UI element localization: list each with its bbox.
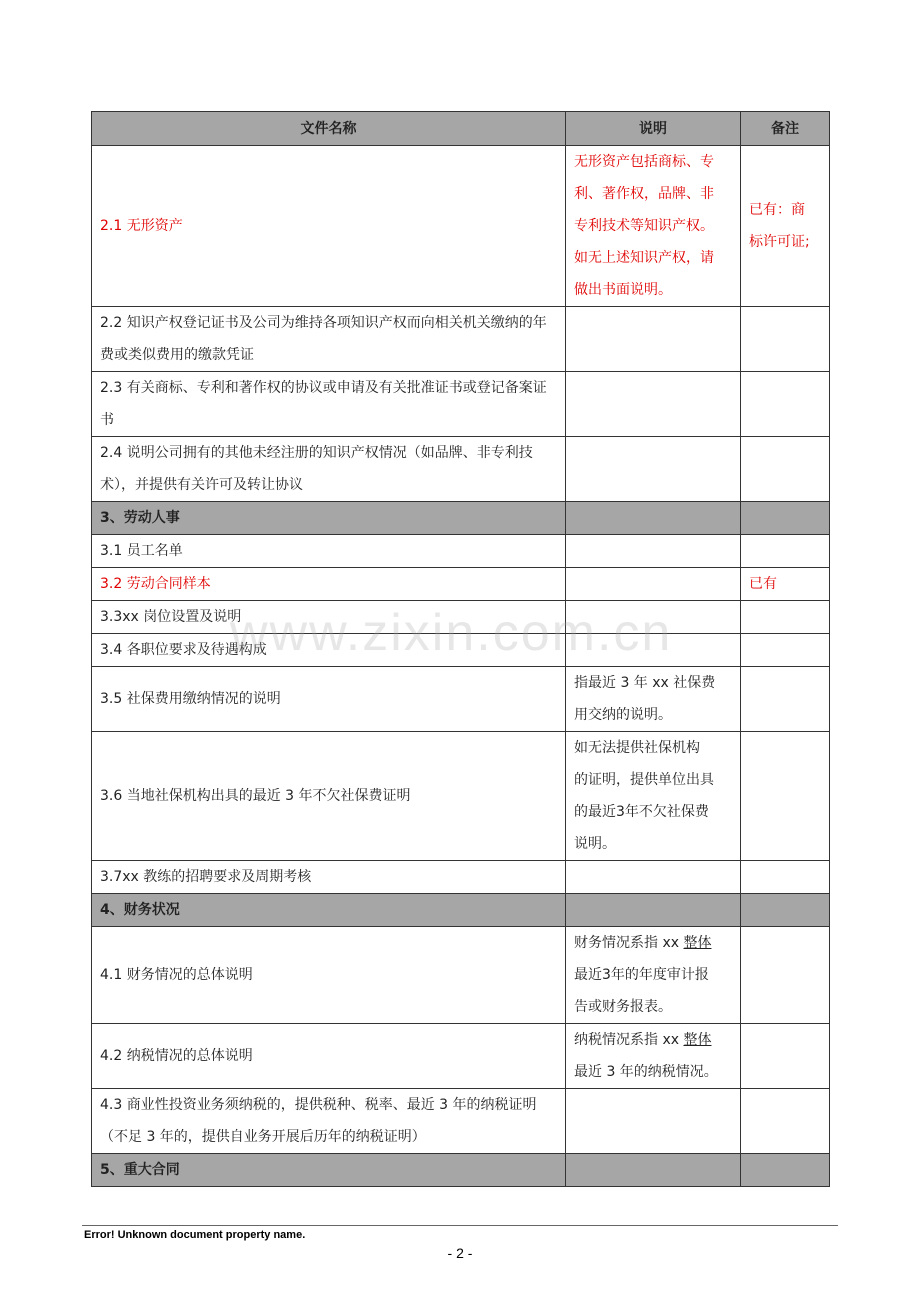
remarks-cell	[741, 1024, 830, 1089]
footer-error-text: Error! Unknown document property name.	[84, 1229, 306, 1241]
section-empty-cell	[566, 502, 741, 535]
section-title: 5、重大合同	[92, 1154, 566, 1187]
description-line: 最近3年的年度审计报	[574, 967, 709, 983]
file-name-cell: 2.1 无形资产	[92, 146, 566, 307]
file-name-cell: 3.4 各职位要求及待遇构成	[92, 634, 566, 667]
header-file-name: 文件名称	[92, 112, 566, 146]
file-name-cell: 4.3 商业性投资业务须纳税的，提供税种、税率、最近 3 年的纳税证明（不足 3 年的，提供自业务开展后历年的纳税证明）	[92, 1089, 566, 1154]
description-line: 指最近 3 年 xx 社保费	[574, 675, 716, 691]
description-cell	[566, 372, 741, 437]
file-name-cell: 4.1 财务情况的总体说明	[92, 927, 566, 1024]
description-cell	[566, 1024, 741, 1089]
section-empty-cell	[741, 1154, 830, 1187]
table-row	[92, 861, 830, 894]
table-row	[92, 372, 830, 437]
description-line: 最近 3 年的纳税情况。	[574, 1064, 718, 1080]
remarks-cell	[741, 601, 830, 634]
section-row	[92, 502, 830, 535]
file-name-cell: 3.6 当地社保机构出具的最近 3 年不欠社保费证明	[92, 732, 566, 861]
section-row	[92, 1154, 830, 1187]
section-empty-cell	[566, 894, 741, 927]
file-name-cell: 3.5 社保费用缴纳情况的说明	[92, 667, 566, 732]
table-row	[92, 307, 830, 372]
file-name-cell: 2.2 知识产权登记证书及公司为维持各项知识产权而向相关机关缴纳的年费或类似费用的缴款凭证	[92, 307, 566, 372]
file-name-cell: 3.3xx 岗位设置及说明	[92, 601, 566, 634]
table-row	[92, 732, 830, 861]
section-title: 3、劳动人事	[92, 502, 566, 535]
description-line: 利、著作权，品牌、非	[574, 186, 714, 202]
description-cell	[566, 861, 741, 894]
description-line: 如无上述知识产权，请	[574, 250, 714, 266]
footer-divider	[82, 1225, 838, 1226]
description-cell	[566, 1089, 741, 1154]
remarks-line: 已有：商	[749, 202, 805, 218]
description-line: 无形资产包括商标、专	[574, 154, 714, 170]
remarks-cell	[741, 861, 830, 894]
description-line: 做出书面说明。	[574, 282, 672, 298]
remarks-cell	[741, 372, 830, 437]
description-cell	[566, 146, 741, 307]
table-row	[92, 146, 830, 307]
description-line: 告或财务报表。	[574, 999, 672, 1015]
file-name-cell: 3.7xx 教练的招聘要求及周期考核	[92, 861, 566, 894]
remarks-cell	[741, 568, 830, 601]
file-name-cell: 4.2 纳税情况的总体说明	[92, 1024, 566, 1089]
remarks-cell	[741, 927, 830, 1024]
description-line: 说明。	[574, 836, 616, 852]
description-cell	[566, 307, 741, 372]
description-cell	[566, 667, 741, 732]
table-row	[92, 437, 830, 502]
description-line: 专利技术等知识产权。	[574, 218, 714, 234]
header-description: 说明	[566, 112, 741, 146]
table-row	[92, 927, 830, 1024]
section-title: 4、财务状况	[92, 894, 566, 927]
remarks-line: 标许可证;	[749, 234, 810, 250]
description-line: 的证明，提供单位出具	[574, 772, 714, 788]
description-prefix: 财务情况系指 xx	[574, 935, 684, 951]
description-underlined: 整体	[683, 935, 712, 951]
remarks-cell	[741, 667, 830, 732]
description-line	[574, 927, 732, 959]
file-name-cell: 3.2 劳动合同样本	[92, 568, 566, 601]
watermark: www.zixin.com.cn	[230, 604, 673, 662]
description-cell	[566, 437, 741, 502]
page-number: - 2 -	[447, 1245, 473, 1261]
section-empty-cell	[566, 1154, 741, 1187]
remarks-cell	[741, 437, 830, 502]
table-row	[92, 1089, 830, 1154]
description-cell	[566, 732, 741, 861]
header-remarks: 备注	[741, 112, 830, 146]
table-row	[92, 535, 830, 568]
section-row	[92, 894, 830, 927]
description-cell	[566, 927, 741, 1024]
table-row	[92, 1024, 830, 1089]
description-underlined: 整体	[683, 1032, 712, 1048]
section-empty-cell	[741, 894, 830, 927]
remarks-line: 已有	[749, 576, 777, 592]
description-cell	[566, 568, 741, 601]
description-line: 的最近3年不欠社保费	[574, 804, 709, 820]
remarks-cell	[741, 307, 830, 372]
file-name-cell: 2.3 有关商标、专利和著作权的协议或申请及有关批准证书或登记备案证书	[92, 372, 566, 437]
description-line	[574, 1024, 732, 1056]
description-line: 用交纳的说明。	[574, 707, 672, 723]
table-row	[92, 568, 830, 601]
remarks-cell	[741, 732, 830, 861]
section-empty-cell	[741, 502, 830, 535]
table-header-row	[92, 112, 830, 146]
file-name-cell: 2.4 说明公司拥有的其他未经注册的知识产权情况（如品牌、非专利技术），并提供有关许可及转让协议	[92, 437, 566, 502]
remarks-cell	[741, 634, 830, 667]
description-cell	[566, 535, 741, 568]
table-row	[92, 667, 830, 732]
description-prefix: 纳税情况系指 xx	[574, 1032, 684, 1048]
remarks-cell	[741, 1089, 830, 1154]
remarks-cell	[741, 535, 830, 568]
description-line: 如无法提供社保机构	[574, 740, 700, 756]
file-name-cell: 3.1 员工名单	[92, 535, 566, 568]
remarks-cell	[741, 146, 830, 307]
